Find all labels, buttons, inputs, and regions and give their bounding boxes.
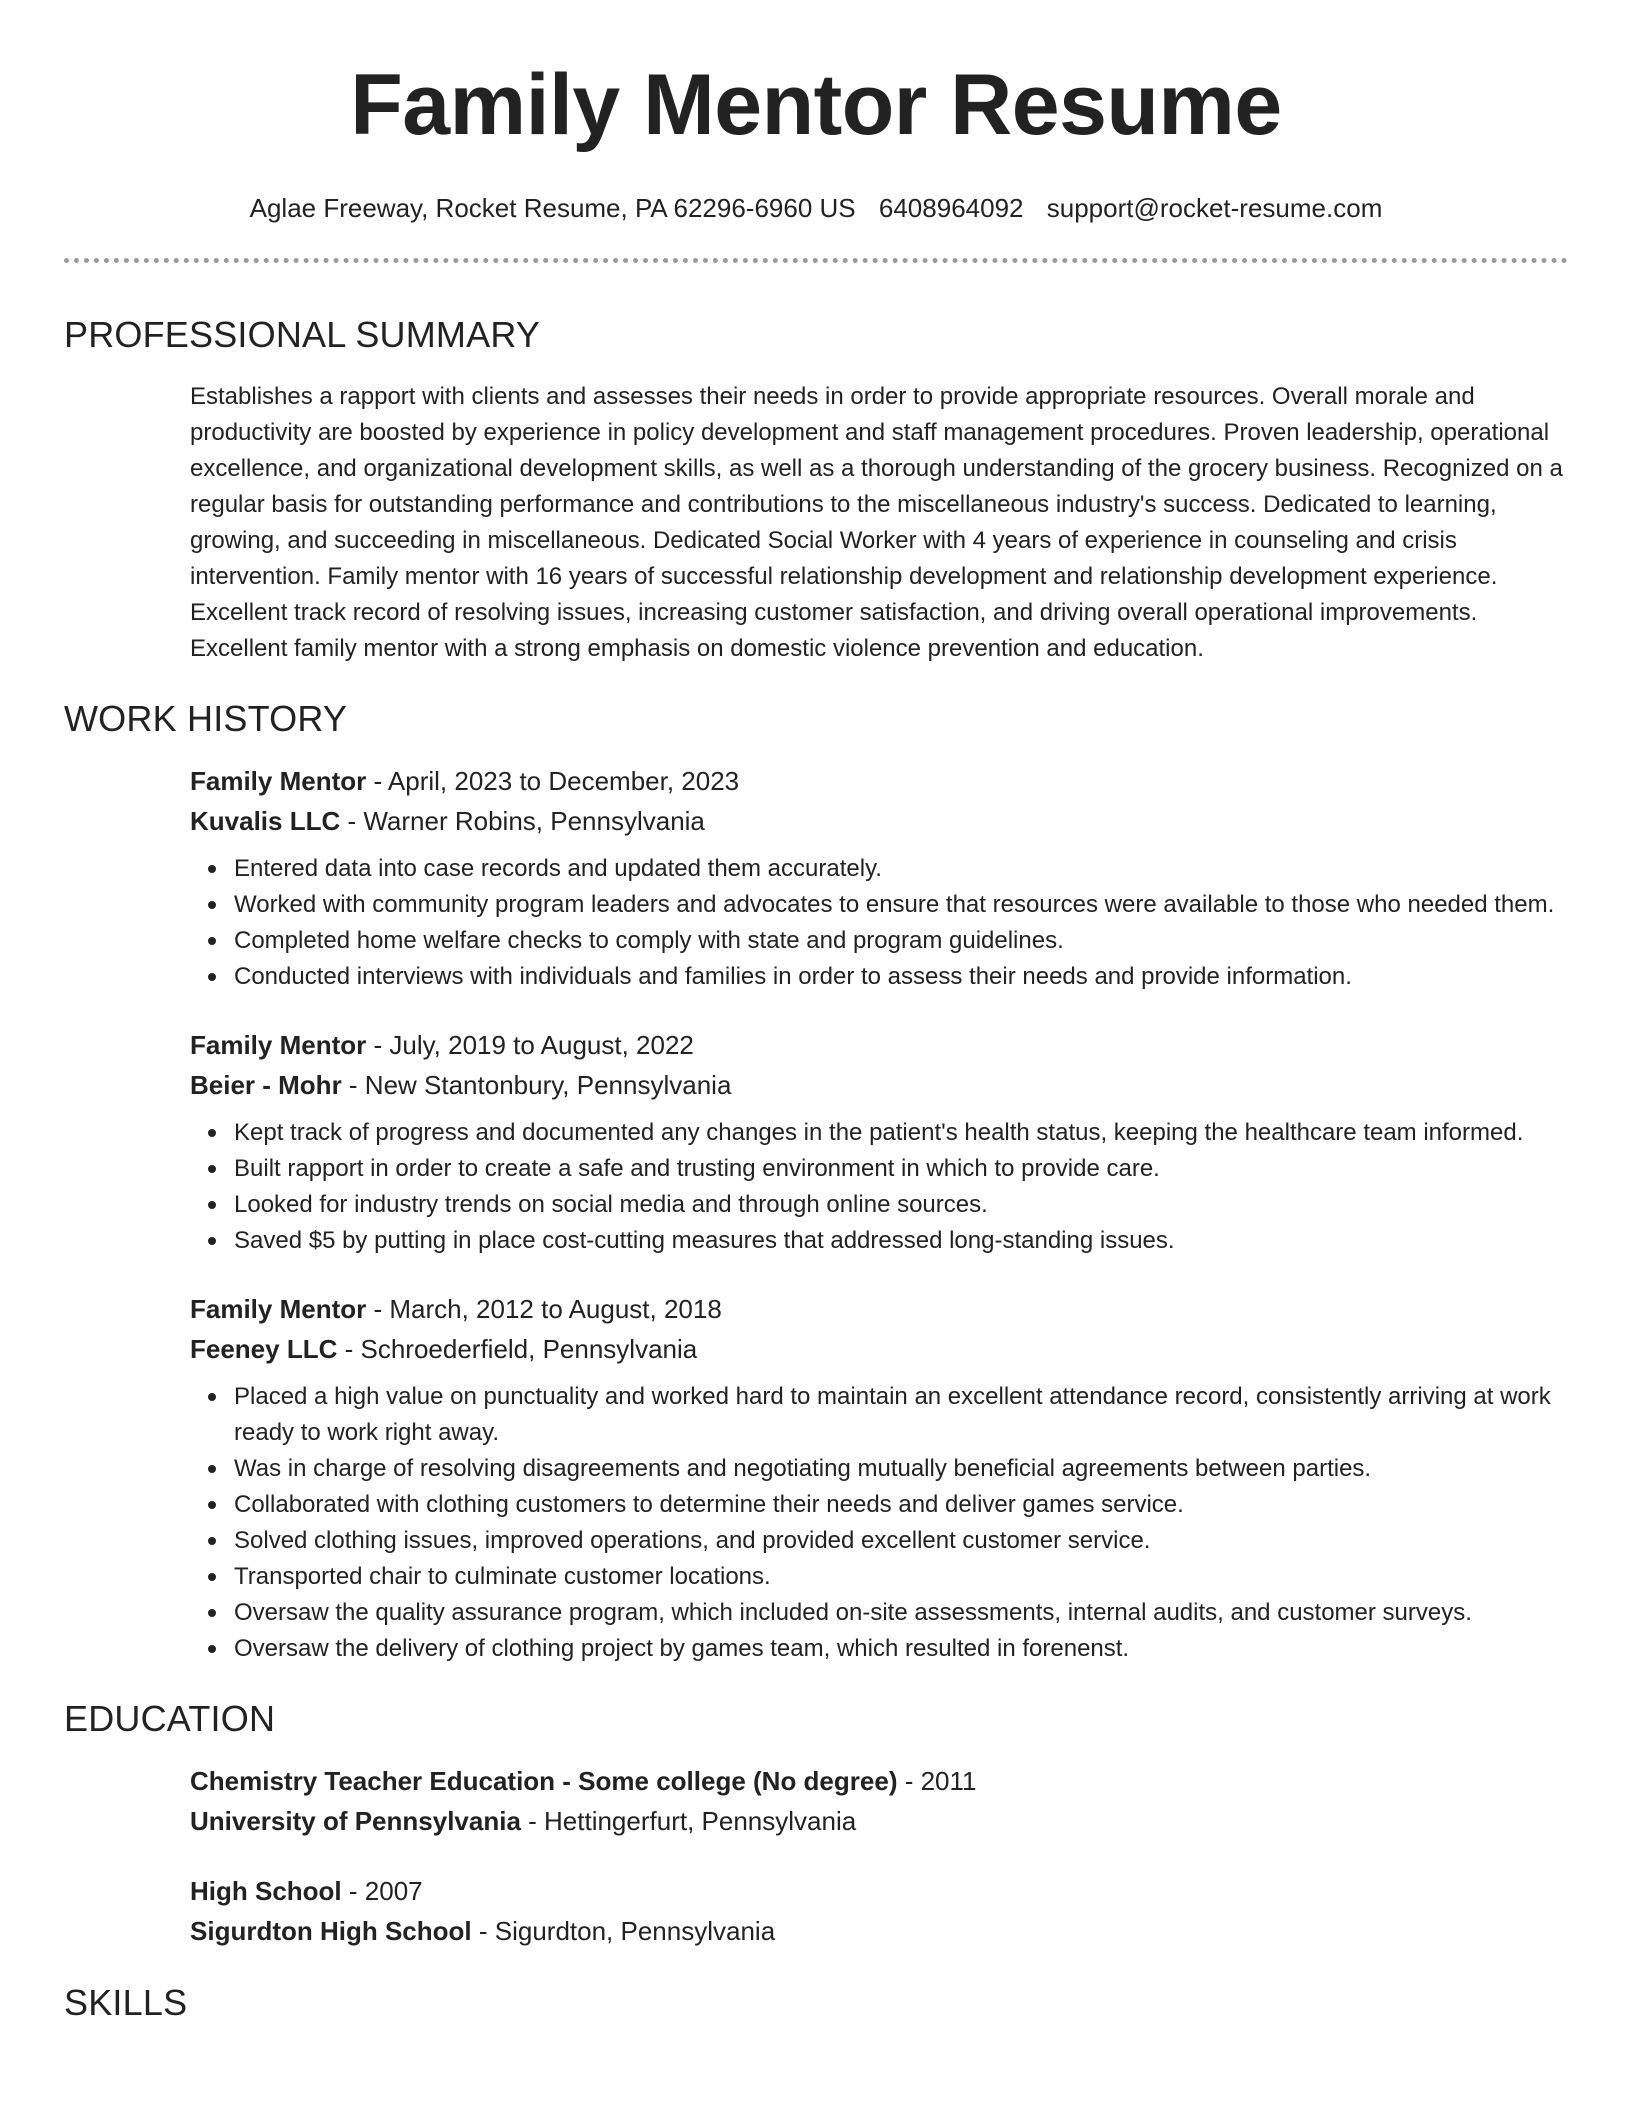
summary-section: [64, 315, 1568, 667]
job-bullet: Looked for industry trends on social media and through online sources.: [234, 1187, 1568, 1223]
job-bullets: [190, 1115, 1568, 1259]
job-bullets: [190, 851, 1568, 995]
education-entry: [190, 1871, 1568, 1951]
job-company-line: [190, 801, 1568, 841]
job-role: Family Mentor: [190, 1294, 367, 1324]
skills-section: [64, 1983, 1568, 2023]
resume-title: Family Mentor Resume: [350, 57, 1282, 153]
job-bullet: Transported chair to culminate customer locations.: [234, 1559, 1568, 1595]
education-heading: EDUCATION: [64, 1698, 276, 1739]
job-entry: [190, 1289, 1568, 1667]
job-role-line: [190, 1289, 1568, 1329]
education-location: - Hettingerfurt, Pennsylvania: [520, 1806, 857, 1836]
job-bullet: Placed a high value on punctuality and worked hard to maintain an excellent attendance record, consistently arriving at work ready to work right away.: [234, 1379, 1568, 1451]
job-bullet: Kept track of progress and documented any changes in the patient's health status, keeping the healthcare team informed.: [234, 1115, 1568, 1151]
job-bullet: Collaborated with clothing customers to determine their needs and deliver games service.: [234, 1487, 1568, 1523]
job-entry: [190, 761, 1568, 995]
work-history-section: [64, 699, 1568, 1667]
job-bullet: Conducted interviews with individuals and families in order to assess their needs and provide information.: [234, 959, 1568, 995]
job-bullet: Was in charge of resolving disagreements and negotiating mutually beneficial agreements between parties.: [234, 1451, 1568, 1487]
job-list: [190, 761, 1568, 1667]
skills-heading: SKILLS: [64, 1982, 188, 2023]
contact-address: Aglae Freeway, Rocket Resume, PA 62296-6960 US: [249, 193, 856, 223]
job-location: - New Stantonbury, Pennsylvania: [341, 1070, 732, 1100]
work-history-heading: WORK HISTORY: [64, 698, 348, 739]
job-company: Beier - Mohr: [190, 1070, 342, 1100]
job-bullets: [190, 1379, 1568, 1667]
job-dates: - April, 2023 to December, 2023: [366, 766, 740, 796]
education-degree: Chemistry Teacher Education - Some college (No degree): [190, 1766, 898, 1796]
contact-line: [64, 192, 1568, 224]
job-bullet: Saved $5 by putting in place cost-cutting measures that addressed long-standing issues.: [234, 1223, 1568, 1259]
job-bullet: Solved clothing issues, improved operations, and provided excellent customer service.: [234, 1523, 1568, 1559]
job-dates: - March, 2012 to August, 2018: [366, 1294, 722, 1324]
job-company: Feeney LLC: [190, 1334, 338, 1364]
job-bullet: Oversaw the quality assurance program, which included on-site assessments, internal audits, and customer surveys.: [234, 1595, 1568, 1631]
education-location: - Sigurdton, Pennsylvania: [471, 1916, 776, 1946]
job-bullet: Oversaw the delivery of clothing project by games team, which resulted in forenenst.: [234, 1631, 1568, 1667]
education-school: University of Pennsylvania: [190, 1806, 521, 1836]
education-section: [64, 1699, 1568, 1951]
education-degree-line: [190, 1761, 1568, 1801]
job-bullet: Worked with community program leaders and advocates to ensure that resources were available to those who needed them.: [234, 887, 1568, 923]
job-entry: [190, 1025, 1568, 1259]
education-year: - 2011: [897, 1766, 977, 1796]
job-dates: - July, 2019 to August, 2022: [366, 1030, 694, 1060]
job-bullet: Built rapport in order to create a safe and trusting environment in which to provide care.: [234, 1151, 1568, 1187]
job-company-line: [190, 1065, 1568, 1105]
job-role: Family Mentor: [190, 1030, 367, 1060]
job-bullet: Entered data into case records and updated them accurately.: [234, 851, 1568, 887]
contact-email[interactable]: support@rocket-resume.com: [1046, 193, 1383, 223]
education-school-line: [190, 1801, 1568, 1841]
job-role-line: [190, 1025, 1568, 1065]
header-divider: [64, 258, 1568, 263]
education-year: - 2007: [341, 1876, 423, 1906]
education-entry: [190, 1761, 1568, 1841]
contact-phone: 6408964092: [878, 193, 1024, 223]
job-role-line: [190, 761, 1568, 801]
job-company: Kuvalis LLC: [190, 806, 341, 836]
job-role: Family Mentor: [190, 766, 367, 796]
education-degree: High School: [190, 1876, 342, 1906]
job-company-line: [190, 1329, 1568, 1369]
education-school-line: [190, 1911, 1568, 1951]
summary-text: Establishes a rapport with clients and assesses their needs in order to provide appropriate resources. Overall morale and productivity are boosted by experience in policy development and staff management procedures. Proven leadership, operational excellence, and organizational development skills, as well as a thorough understanding of the grocery business. Recognized on a regular basis for outstanding performance and contributions to the miscellaneous industry's success. Dedicated to learning, growing, and succeeding in miscellaneous. Dedicated Social Worker with 4 years of experience in counseling and crisis intervention. Family mentor with 16 years of successful relationship development and relationship development experience. Excellent track record of resolving issues, increasing customer satisfaction, and driving overall operational improvements. Excellent family mentor with a strong emphasis on domestic violence prevention and education.: [190, 383, 1563, 662]
job-location: - Warner Robins, Pennsylvania: [340, 806, 705, 836]
education-degree-line: [190, 1871, 1568, 1911]
education-school: Sigurdton High School: [190, 1916, 472, 1946]
job-location: - Schroederfield, Pennsylvania: [337, 1334, 698, 1364]
summary-heading: PROFESSIONAL SUMMARY: [64, 314, 541, 355]
job-bullet: Completed home welfare checks to comply with state and program guidelines.: [234, 923, 1568, 959]
education-list: [190, 1761, 1568, 1951]
